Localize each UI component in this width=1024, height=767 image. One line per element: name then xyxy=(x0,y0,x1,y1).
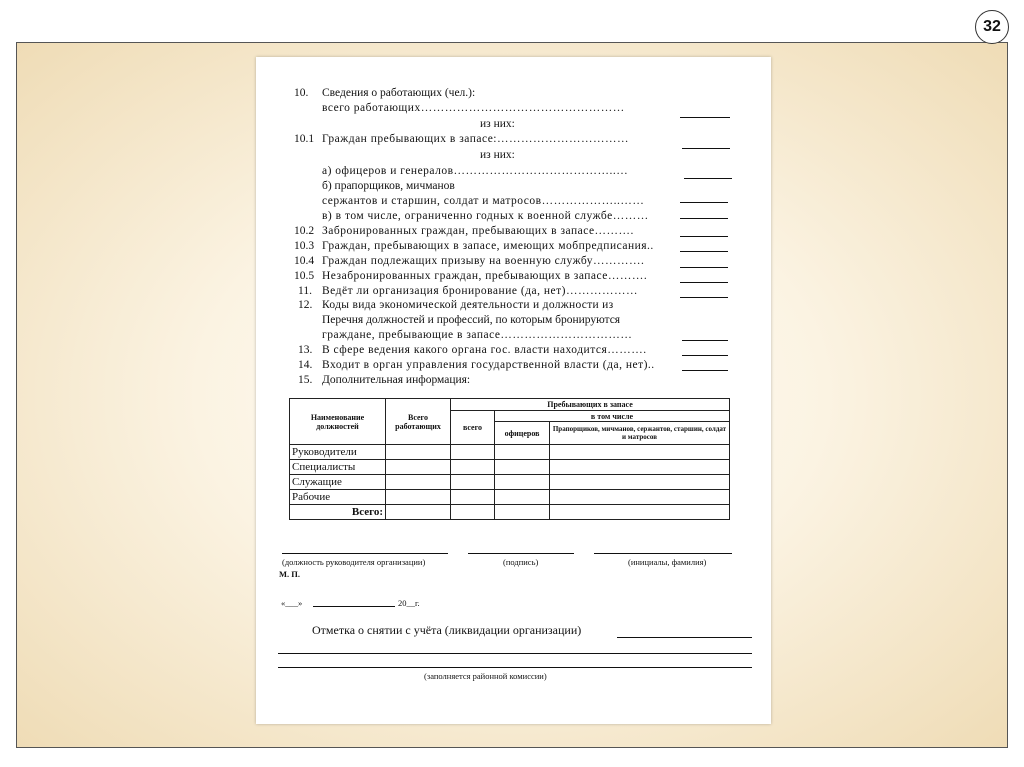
header-position: Наименование должностей xyxy=(290,399,386,445)
signature-caption: (подпись) xyxy=(503,557,539,567)
table-cell[interactable] xyxy=(495,460,550,475)
row-label: Специалисты xyxy=(290,460,386,475)
table-cell[interactable] xyxy=(550,445,730,460)
item-text: граждане, пребывающие в запасе…………………………… xyxy=(322,329,633,341)
table-cell[interactable] xyxy=(451,460,495,475)
table-cell[interactable] xyxy=(451,505,495,520)
header-reserve: Пребывающих в запасе xyxy=(451,399,730,411)
stamp-label: М. П. xyxy=(279,569,301,579)
table-cell[interactable] xyxy=(386,505,451,520)
answer-blank[interactable] xyxy=(680,218,728,219)
page-number-badge: 32 xyxy=(975,10,1009,44)
header-including: в том числе xyxy=(495,411,730,422)
removal-label: Отметка о снятии с учёта (ликвидации организации) xyxy=(312,623,582,637)
item-number: 11. xyxy=(298,285,312,297)
item-number: 10.3 xyxy=(294,240,315,252)
item-text: Перечня должностей и профессий, по которым бронируются xyxy=(322,314,621,326)
item-text: Ведёт ли организация бронирование (да, нет)……………… xyxy=(322,285,638,297)
answer-blank[interactable] xyxy=(680,202,728,203)
answer-blank[interactable] xyxy=(680,297,728,298)
item-text: Сведения о работающих (чел.): xyxy=(322,87,476,99)
date-month-line[interactable] xyxy=(313,606,395,607)
position-line[interactable] xyxy=(282,553,448,554)
table-cell[interactable] xyxy=(386,475,451,490)
answer-blank[interactable] xyxy=(682,370,728,371)
document-page xyxy=(256,57,771,724)
table-cell[interactable] xyxy=(550,460,730,475)
header-total-employees: Всего работающих xyxy=(386,399,451,445)
item-text: Коды вида экономической деятельности и должности из xyxy=(322,299,614,311)
item-number: 12. xyxy=(298,299,313,311)
initials-caption: (инициалы, фамилия) xyxy=(628,557,707,567)
table-cell[interactable] xyxy=(386,460,451,475)
row-label: Руководители xyxy=(290,445,386,460)
item-number: 10.5 xyxy=(294,270,315,282)
item-number: 10.1 xyxy=(294,133,315,145)
row-label: Служащие xyxy=(290,475,386,490)
table-cell[interactable] xyxy=(495,445,550,460)
answer-blank[interactable] xyxy=(680,267,728,268)
table-row xyxy=(290,490,730,505)
removal-note: (заполняется районной комиссии) xyxy=(424,671,547,681)
table-row-total xyxy=(290,505,730,520)
item-text: всего работающих…………………………………………… xyxy=(322,102,625,114)
item-number: 10. xyxy=(294,87,309,99)
table-cell[interactable] xyxy=(550,475,730,490)
item-text: Входит в орган управления государственной власти (да, нет).. xyxy=(322,359,655,371)
signature-line[interactable] xyxy=(468,553,574,554)
answer-blank[interactable] xyxy=(680,282,728,283)
table-row xyxy=(290,445,730,460)
initials-line[interactable] xyxy=(594,553,732,554)
item-text: Граждан, пребывающих в запасе, имеющих мобпредписания.. xyxy=(322,240,654,252)
staff-table xyxy=(289,398,730,520)
answer-blank[interactable] xyxy=(680,251,728,252)
table-row xyxy=(290,475,730,490)
item-number: 14. xyxy=(298,359,313,371)
item-text: из них: xyxy=(480,118,515,130)
date-year: 20__г. xyxy=(398,598,420,608)
total-label: Всего: xyxy=(290,505,386,520)
item-text: из них: xyxy=(480,149,515,161)
answer-blank[interactable] xyxy=(684,178,732,179)
position-caption: (должность руководителя организации) xyxy=(282,557,426,567)
answer-blank[interactable] xyxy=(682,355,728,356)
header-officers: офицеров xyxy=(495,422,550,445)
item-number: 13. xyxy=(298,344,313,356)
item-text: В сфере ведения какого органа гос. власти находится………. xyxy=(322,344,647,356)
header-ranks: Прапорщиков, мичманов, сержантов, старшин, солдат и матросов xyxy=(550,422,730,445)
table-row xyxy=(290,460,730,475)
item-number: 10.2 xyxy=(294,225,315,237)
item-number: 10.4 xyxy=(294,255,315,267)
removal-line[interactable] xyxy=(278,653,752,654)
table-cell[interactable] xyxy=(550,490,730,505)
item-text: Дополнительная информация: xyxy=(322,374,471,386)
item-text: а) офицеров и генералов…………………………………..… xyxy=(322,165,629,177)
removal-line[interactable] xyxy=(617,637,752,638)
answer-blank[interactable] xyxy=(682,148,730,149)
table-cell[interactable] xyxy=(451,475,495,490)
item-text: Граждан подлежащих призыву на военную службу…………. xyxy=(322,255,645,267)
table-cell[interactable] xyxy=(386,445,451,460)
table-cell[interactable] xyxy=(495,475,550,490)
item-text: Незабронированных граждан, пребывающих в запасе………. xyxy=(322,270,648,282)
table-cell[interactable] xyxy=(451,445,495,460)
item-text: б) прапорщиков, мичманов xyxy=(322,180,455,192)
removal-line[interactable] xyxy=(278,667,752,668)
answer-blank[interactable] xyxy=(680,236,728,237)
item-text: Забронированных граждан, пребывающих в запасе………. xyxy=(322,225,634,237)
answer-blank[interactable] xyxy=(680,117,730,118)
item-number: 15. xyxy=(298,374,313,386)
table-cell[interactable] xyxy=(495,505,550,520)
item-text: Граждан пребывающих в запасе:…………………………… xyxy=(322,133,630,145)
table-cell[interactable] xyxy=(550,505,730,520)
item-text: в) в том числе, ограниченно годных к военной службе……… xyxy=(322,210,649,222)
table-cell[interactable] xyxy=(495,490,550,505)
row-label: Рабочие xyxy=(290,490,386,505)
item-text: сержантов и старшин, солдат и матросов………………..…… xyxy=(322,195,645,207)
table-cell[interactable] xyxy=(451,490,495,505)
answer-blank[interactable] xyxy=(682,340,728,341)
header-all: всего xyxy=(451,411,495,445)
date-day: «___» xyxy=(281,598,303,608)
table-cell[interactable] xyxy=(386,490,451,505)
